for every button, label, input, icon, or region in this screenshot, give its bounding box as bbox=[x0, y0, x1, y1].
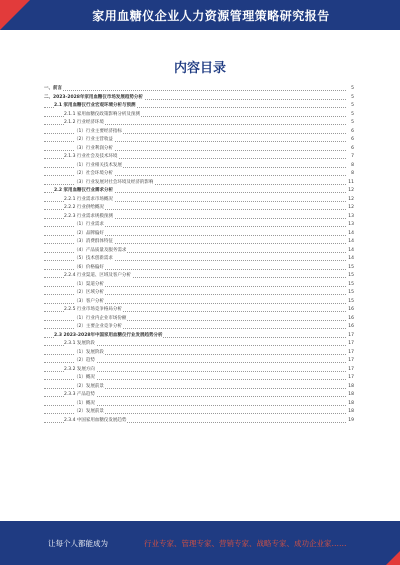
toc-entry-label: （1）概况 bbox=[74, 374, 96, 383]
toc-entry[interactable] bbox=[44, 306, 354, 315]
toc-page-number: 8 bbox=[351, 171, 354, 176]
toc-page-number: 5 bbox=[351, 103, 354, 108]
toc-entry[interactable] bbox=[44, 153, 354, 162]
toc-page-number: 6 bbox=[351, 145, 354, 151]
toc-page-number: 5 bbox=[351, 86, 354, 91]
toc-page-number: 13 bbox=[348, 222, 354, 227]
toc-page-number: 16 bbox=[348, 307, 354, 312]
toc-entry[interactable] bbox=[44, 323, 354, 332]
toc-title: 内容目录 bbox=[173, 61, 226, 76]
toc-entry-label: （2）发展前景 bbox=[74, 383, 105, 392]
toc-entry-label: （2）品牌偏好 bbox=[74, 230, 105, 239]
toc-page-number: 14 bbox=[348, 247, 354, 253]
toc-page-number: 19 bbox=[348, 417, 354, 423]
toc-entry[interactable] bbox=[44, 374, 354, 383]
toc-entry[interactable] bbox=[44, 119, 354, 128]
toc-page-number: 5 bbox=[351, 111, 354, 117]
toc-page-number: 6 bbox=[351, 137, 354, 142]
toc-entry[interactable] bbox=[44, 340, 354, 349]
toc-entry-label: （3）消费群体特征 bbox=[74, 238, 114, 247]
toc-page-number: 12 bbox=[348, 205, 354, 210]
toc-entry-label: 一、前言 bbox=[44, 85, 63, 94]
toc-entry-label: 二、2023-2028年家用血糖仪市场发展趋势分析 bbox=[44, 94, 144, 103]
toc-entry[interactable] bbox=[44, 162, 354, 171]
toc-page-number: 16 bbox=[348, 324, 354, 329]
toc-entry-label: （3）客户分析 bbox=[74, 298, 105, 307]
toc-entry-label: （1）渠道分析 bbox=[74, 281, 105, 290]
toc-entry[interactable] bbox=[44, 264, 354, 273]
toc-entry-label: 2.1.2 行业经济环境 bbox=[64, 119, 105, 128]
toc-entry-label: 2.1.3 行业社会及技术环境 bbox=[64, 153, 118, 162]
toc-entry-label: 2.2.1 行业需求市场概况 bbox=[64, 196, 114, 205]
toc-page-number: 17 bbox=[348, 341, 354, 346]
toc-entry-label: 2.2 家用血糖仪行业需求分析 bbox=[54, 187, 114, 196]
toc-page-number: 14 bbox=[348, 239, 354, 244]
toc-entry[interactable] bbox=[44, 383, 354, 392]
toc-entry[interactable] bbox=[44, 196, 354, 205]
toc-page-number: 17 bbox=[348, 349, 354, 355]
toc-entry[interactable] bbox=[44, 85, 354, 94]
toc-page-number: 6 bbox=[351, 128, 354, 134]
toc-entry-label: 2.3.2 发展方向 bbox=[64, 366, 96, 375]
footer-corner-decoration bbox=[386, 551, 400, 565]
toc-page-number: 15 bbox=[348, 298, 354, 304]
toc-page-number: 18 bbox=[348, 409, 354, 414]
toc-entry[interactable] bbox=[44, 315, 354, 324]
toc-entry[interactable] bbox=[44, 145, 354, 154]
toc-entry-label: 2.2.2 行业供给概况 bbox=[64, 204, 105, 213]
toc-entry-label: （1）概况 bbox=[74, 400, 96, 409]
toc-page-number: 17 bbox=[348, 375, 354, 380]
toc-page-number: 7 bbox=[351, 154, 354, 159]
toc-entry-label: （2）趋势 bbox=[74, 357, 96, 366]
toc-entry[interactable] bbox=[44, 408, 354, 417]
toc-entry-label: 2.2.5 行业市场竞争格局分析 bbox=[64, 306, 123, 315]
toc-entry[interactable] bbox=[44, 272, 354, 281]
toc-entry[interactable] bbox=[44, 102, 354, 111]
toc-page-number: 15 bbox=[348, 281, 354, 287]
toc-entry-label: （3）行业利润分析 bbox=[74, 145, 114, 154]
toc-entry[interactable] bbox=[44, 391, 354, 400]
toc-entry-label: （1）行业内企业市场份额 bbox=[74, 315, 127, 324]
toc-entry[interactable] bbox=[44, 238, 354, 247]
toc-entry[interactable] bbox=[44, 204, 354, 213]
toc-entry-label: （3）行业发展对社会环境及经济的影响 bbox=[74, 179, 154, 188]
toc-entry-label: （2）行业主营收益 bbox=[74, 136, 114, 145]
toc-entry-label: （2）主要企业竞争分析 bbox=[74, 323, 123, 332]
toc-entry-label: （1）行业相关技术发展 bbox=[74, 162, 123, 171]
toc-entry[interactable] bbox=[44, 213, 354, 222]
toc-page-number: 14 bbox=[348, 256, 354, 261]
footer-slogan-roles: 行业专家、管理专家、营销专家、战略专家、成功企业家…… bbox=[144, 539, 347, 548]
toc-entry-label: 2.2.4 行业渠道、区域及客户分析 bbox=[64, 272, 132, 281]
toc-entry[interactable] bbox=[44, 417, 354, 426]
toc-entry[interactable] bbox=[44, 111, 354, 120]
toc-entry[interactable] bbox=[44, 289, 354, 298]
toc-entry-label: （2）区域分析 bbox=[74, 289, 105, 298]
report-title: 家用血糖仪企业人力资源管理策略研究报告 bbox=[92, 9, 330, 23]
page-header bbox=[0, 0, 400, 30]
toc-page-number: 17 bbox=[348, 366, 354, 372]
toc-entry-label: （2）社会环境分析 bbox=[74, 170, 114, 179]
toc-page-number: 5 bbox=[351, 94, 354, 100]
toc-dot-leader bbox=[44, 90, 346, 91]
toc-entry-label: （5）技术创新需求 bbox=[74, 255, 114, 264]
toc-page-number: 15 bbox=[348, 264, 354, 270]
toc-entry-label: 2.3.4 中国家用血糖仪发展趋势 bbox=[64, 417, 127, 426]
toc-page-number: 18 bbox=[348, 392, 354, 397]
toc-entry-label: 2.3.1 发展阶段 bbox=[64, 340, 96, 349]
toc-entry[interactable] bbox=[44, 255, 354, 264]
toc-page-number: 17 bbox=[348, 332, 354, 338]
toc-entry-label: （1）发展阶段 bbox=[74, 349, 105, 358]
table-of-contents bbox=[44, 85, 354, 425]
toc-page-number: 11 bbox=[348, 179, 354, 185]
header-corner-decoration bbox=[0, 0, 30, 30]
toc-entry[interactable] bbox=[44, 332, 354, 341]
toc-entry-label: 2.1.1 家用血糖仪政策影响分析及预测 bbox=[64, 111, 141, 120]
toc-entry-label: （2）发展前景 bbox=[74, 408, 105, 417]
toc-entry[interactable] bbox=[44, 136, 354, 145]
toc-entry[interactable] bbox=[44, 230, 354, 239]
toc-entry[interactable] bbox=[44, 247, 354, 256]
footer-slogan: 让每个人都能成为 bbox=[48, 539, 108, 548]
toc-entry[interactable] bbox=[44, 357, 354, 366]
toc-entry[interactable] bbox=[44, 221, 354, 230]
toc-entry-label: 2.1 家用血糖仪行业宏观环境分析与预测 bbox=[54, 102, 137, 111]
toc-entry-label: （6）价格偏好 bbox=[74, 264, 105, 273]
toc-entry-label: （1）行业主要经济指标 bbox=[74, 128, 123, 137]
toc-page-number: 15 bbox=[348, 273, 354, 278]
toc-page-number: 13 bbox=[348, 213, 354, 219]
toc-page-number: 8 bbox=[351, 162, 354, 168]
toc-entry[interactable] bbox=[44, 400, 354, 409]
toc-page-number: 16 bbox=[348, 315, 354, 321]
toc-entry[interactable] bbox=[44, 349, 354, 358]
toc-entry-label: 2.3.3 产品趋势 bbox=[64, 391, 96, 400]
toc-page-number: 12 bbox=[348, 196, 354, 202]
toc-page-number: 12 bbox=[348, 188, 354, 193]
toc-entry[interactable] bbox=[44, 179, 354, 188]
toc-page-number: 18 bbox=[348, 383, 354, 389]
toc-entry-label: 2.3 2023-2028年中国家用血糖仪行业发展趋势分析 bbox=[54, 332, 163, 341]
page-footer bbox=[0, 521, 400, 565]
toc-entry[interactable] bbox=[44, 187, 354, 196]
toc-entry[interactable] bbox=[44, 128, 354, 137]
toc-entry-label: （1）行业需求 bbox=[74, 221, 105, 230]
toc-entry-label: （4）产品质量及服务需求 bbox=[74, 247, 127, 256]
toc-entry[interactable] bbox=[44, 281, 354, 290]
toc-page-number: 18 bbox=[348, 400, 354, 406]
toc-page-number: 14 bbox=[348, 230, 354, 236]
toc-entry[interactable] bbox=[44, 298, 354, 307]
toc-entry-label: 2.2.3 行业需求规模预测 bbox=[64, 213, 114, 222]
toc-entry[interactable] bbox=[44, 366, 354, 375]
toc-page-number: 17 bbox=[348, 358, 354, 363]
toc-entry[interactable] bbox=[44, 170, 354, 179]
toc-entry[interactable] bbox=[44, 94, 354, 103]
toc-page-number: 15 bbox=[348, 290, 354, 295]
toc-page-number: 5 bbox=[351, 120, 354, 125]
